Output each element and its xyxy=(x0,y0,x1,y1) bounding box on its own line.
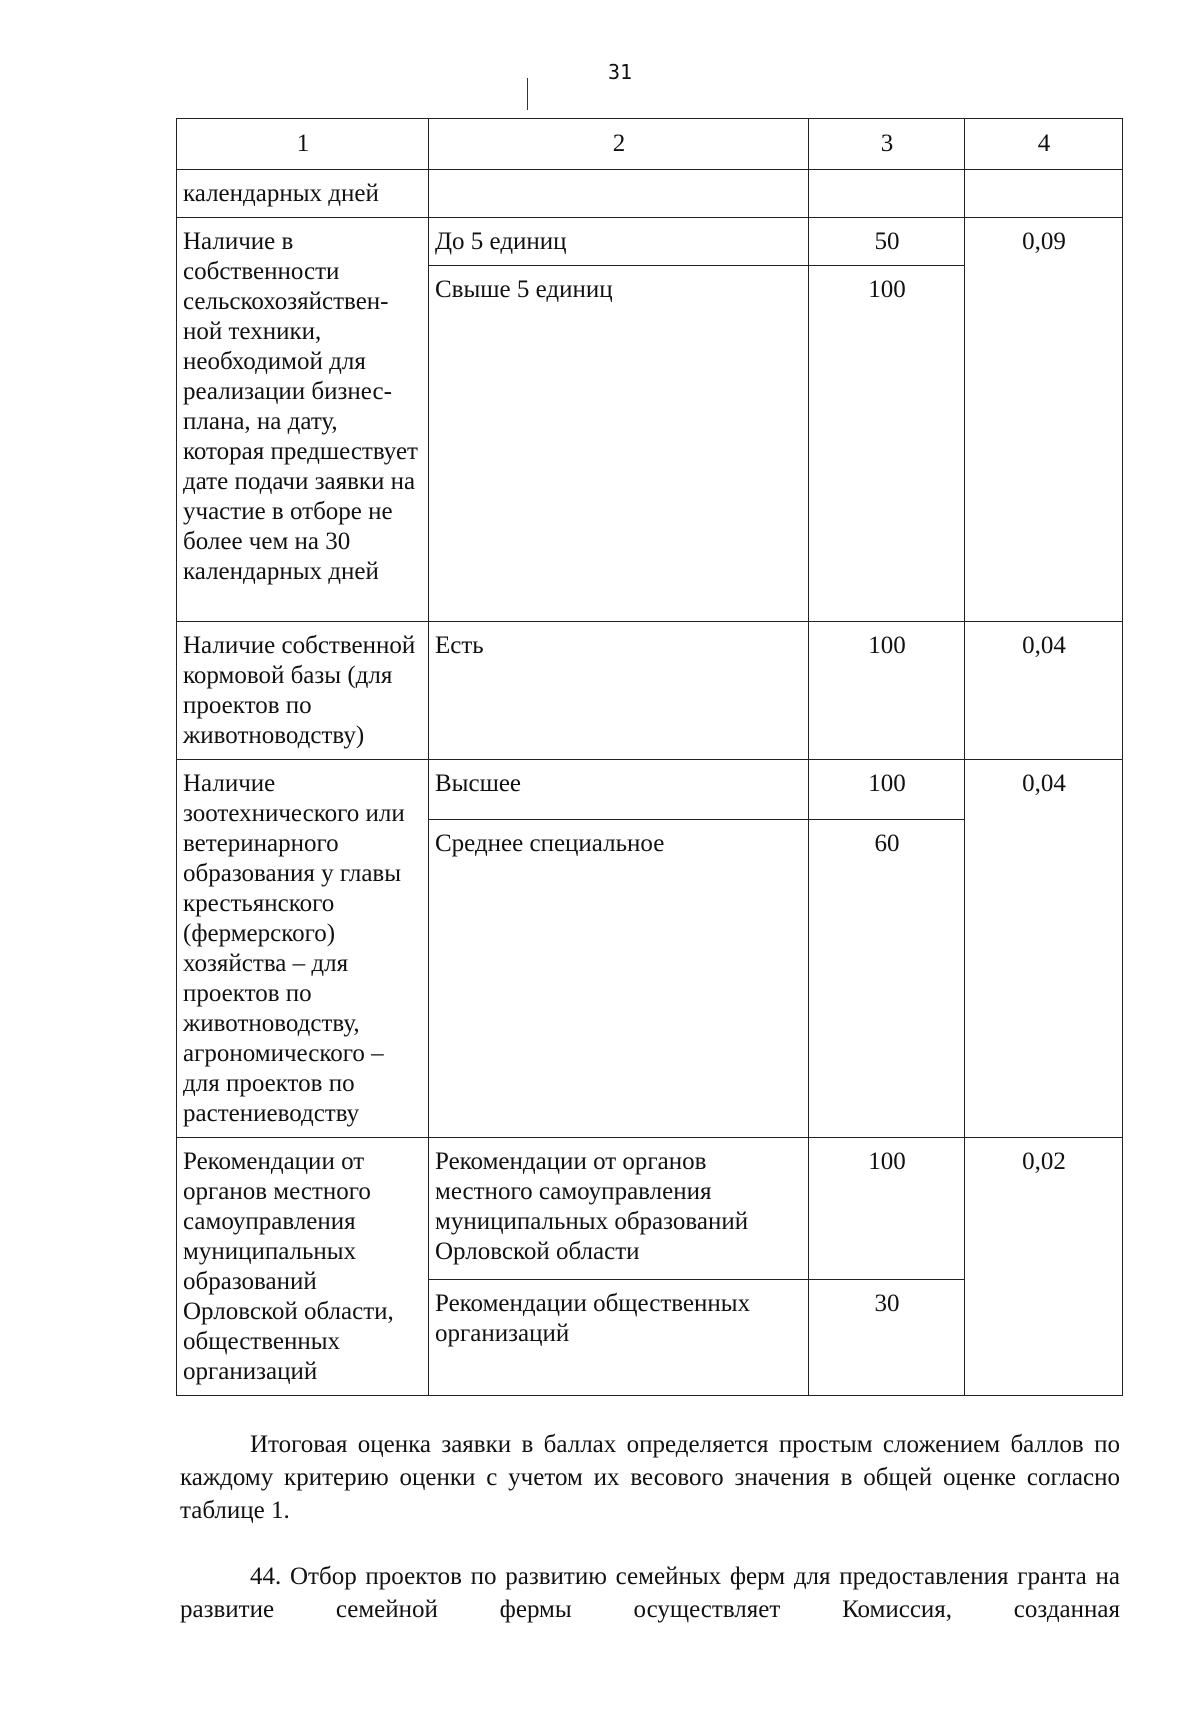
paragraph-text: Итоговая оценка заявки в баллах определяется простым сложением баллов по каждому критерию оценки с учетом их весового значения в общей оценке согласно таблице 1. xyxy=(180,1431,1120,1524)
weight-cell: 0,04 xyxy=(965,760,1123,1138)
criterion-cell: Наличие собственной кормовой базы (для проектов по животноводству) xyxy=(177,622,429,760)
table-row xyxy=(177,1138,1123,1280)
header-cell-2: 2 xyxy=(429,119,809,170)
criterion-cell: Рекомендации от органов местного самоуправления муниципальных образований Орловской области, общественных организаций xyxy=(177,1138,429,1396)
option-cell: Рекомендации общественных организаций xyxy=(429,1280,809,1396)
page-number: 31 xyxy=(607,60,633,84)
header-cell-1: 1 xyxy=(177,119,429,170)
option-cell: Высшее xyxy=(429,760,809,820)
score-cell: 50 xyxy=(809,218,965,266)
weight-cell: 0,04 xyxy=(965,622,1123,760)
score-cell xyxy=(809,170,965,218)
option-cell: Свыше 5 единиц xyxy=(429,266,809,622)
table-row xyxy=(177,218,1123,266)
weight-cell: 0,09 xyxy=(965,218,1123,622)
header-cell-3: 3 xyxy=(809,119,965,170)
weight-cell: 0,02 xyxy=(965,1138,1123,1396)
table-row xyxy=(177,170,1123,218)
option-cell: Среднее специальное xyxy=(429,820,809,1138)
table-row xyxy=(177,760,1123,820)
option-cell: До 5 единиц xyxy=(429,218,809,266)
criterion-cell: Наличие в собственности сельскохозяйствен-ной техники, необходимой для реализации бизнес-плана, на дату, которая предшествует дате подачи заявки на участие в отборе не более чем на 30 календарных дней xyxy=(177,218,429,622)
weight-cell xyxy=(965,170,1123,218)
criterion-cell: Наличие зоотехнического или ветеринарного образования у главы крестьянского (фермерского) хозяйства – для проектов по животноводству, агрономического – для проектов по растениеводству xyxy=(177,760,429,1138)
score-cell: 60 xyxy=(809,820,965,1138)
score-cell: 100 xyxy=(809,266,965,622)
option-cell: Есть xyxy=(429,622,809,760)
header-cell-4: 4 xyxy=(965,119,1123,170)
paragraph-text: 44. Отбор проектов по развитию семейных ферм для предоставления гранта на развитие семейной фермы осуществляет Комиссия, созданная xyxy=(180,1563,1120,1623)
table-row xyxy=(177,622,1123,760)
score-cell: 100 xyxy=(809,622,965,760)
criterion-cell: календарных дней xyxy=(177,170,429,218)
paragraph-section-44 xyxy=(180,1560,1120,1626)
scan-mark xyxy=(527,78,528,110)
score-cell: 100 xyxy=(809,1138,965,1280)
score-cell: 100 xyxy=(809,760,965,820)
score-cell: 30 xyxy=(809,1280,965,1396)
option-cell xyxy=(429,170,809,218)
header-row xyxy=(177,119,1123,170)
option-cell: Рекомендации от органов местного самоуправления муниципальных образований Орловской области xyxy=(429,1138,809,1280)
paragraph-total-score xyxy=(180,1428,1120,1527)
criteria-table xyxy=(176,118,1123,1396)
